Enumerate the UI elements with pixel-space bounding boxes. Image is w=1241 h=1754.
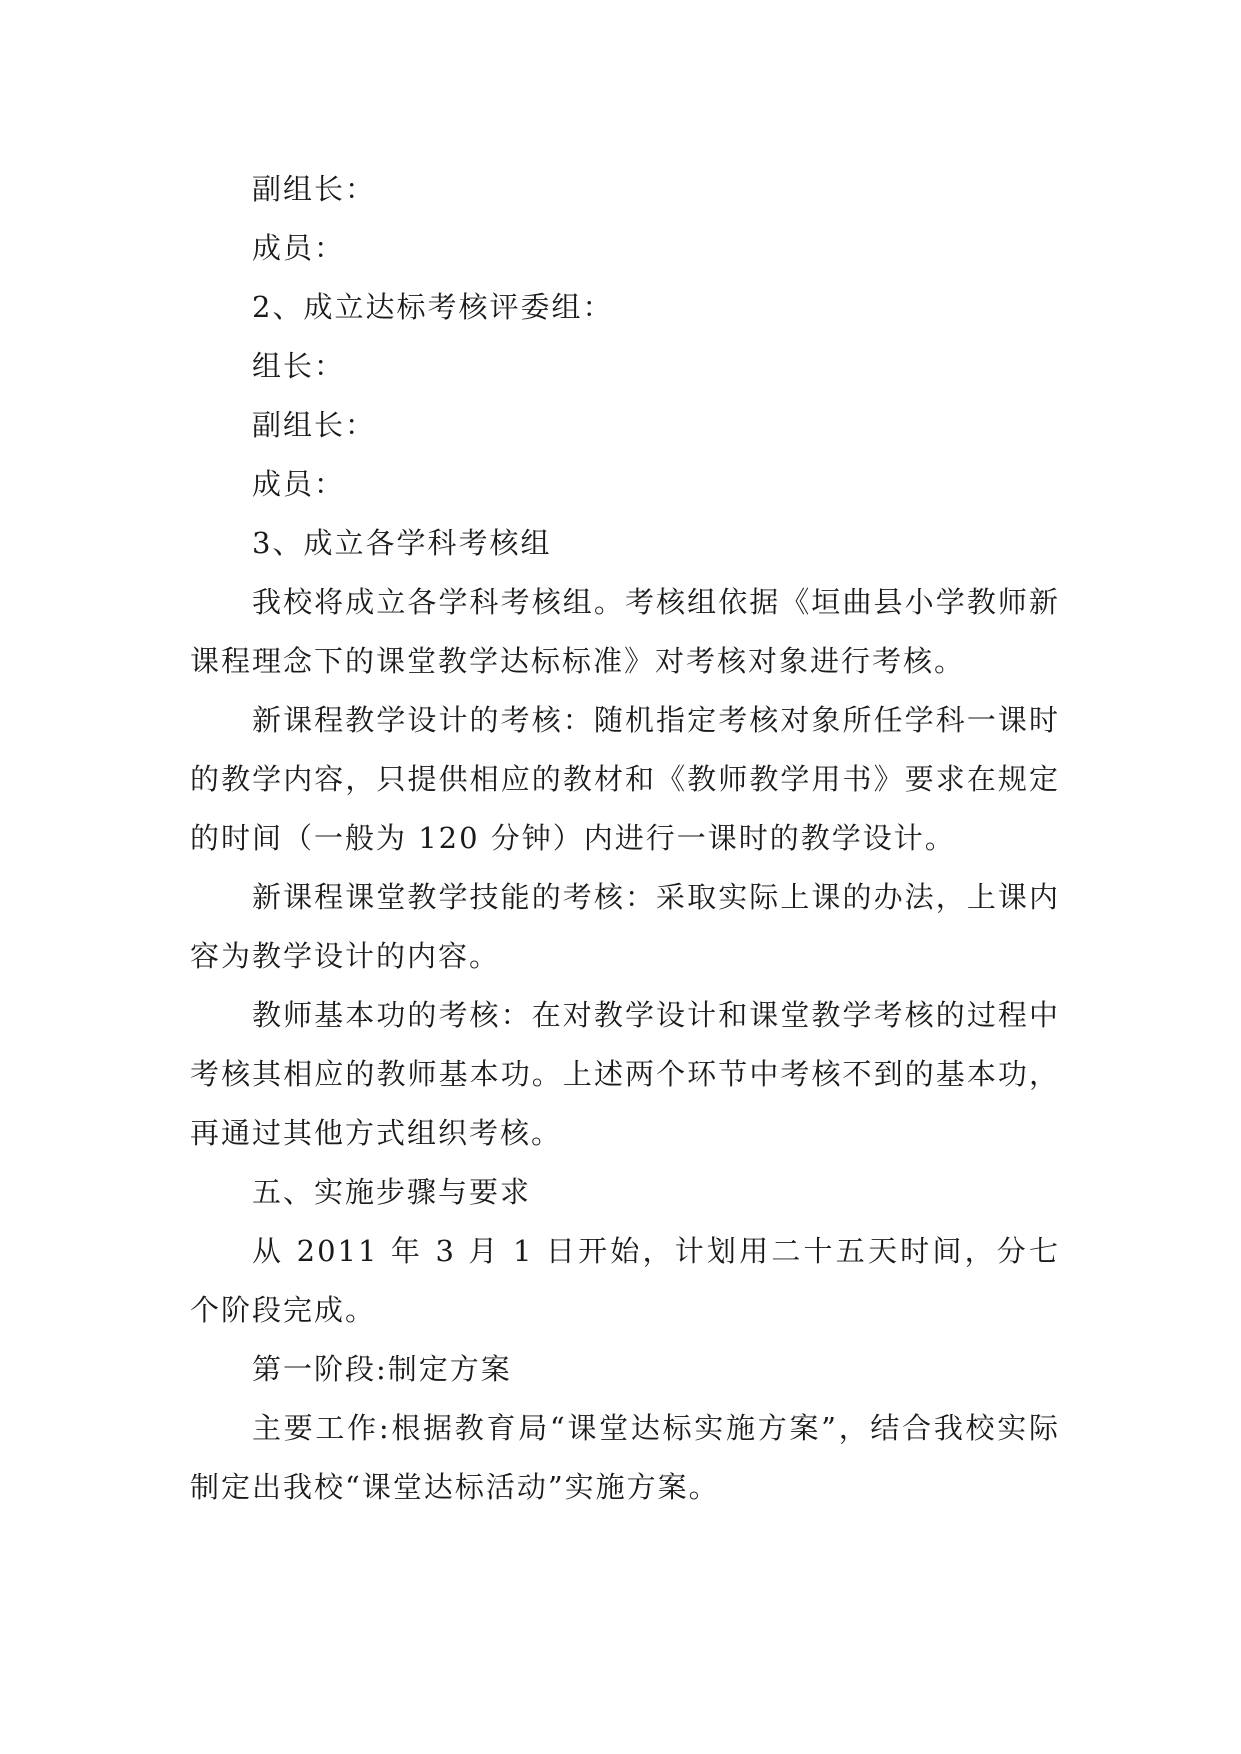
paragraph-members-2: 成员： bbox=[252, 467, 346, 501]
document-body bbox=[190, 160, 1060, 1517]
paragraph-leader: 组长： bbox=[252, 349, 346, 383]
paragraph-design-assessment: 新课程教学设计的考核：随机指定考核对象所任学科一课时的教学内容，只提供相应的教材和《教师教学用书》要求在规定的时间（一般为 120 分钟）内进行一课时的教学设计。 bbox=[190, 703, 1060, 855]
paragraph-stage-1-heading: 第一阶段:制定方案 bbox=[252, 1352, 512, 1386]
paragraph-members-1: 成员： bbox=[252, 231, 346, 265]
paragraph-schedule: 从 2011 年 3 月 1 日开始，计划用二十五天时间，分七个阶段完成。 bbox=[190, 1234, 1060, 1327]
paragraph-section-5-heading: 五、实施步骤与要求 bbox=[252, 1175, 532, 1209]
paragraph-deputy-leader-2: 副组长： bbox=[252, 408, 377, 442]
paragraph-deputy-leader-1: 副组长： bbox=[252, 172, 377, 206]
paragraph-section-2-heading: 2、成立达标考核评委组： bbox=[252, 290, 614, 324]
paragraph-subject-groups: 我校将成立各学科考核组。考核组依据《垣曲县小学教师新课程理念下的课堂教学达标标准》对考核对象进行考核。 bbox=[190, 585, 1060, 678]
paragraph-teaching-skills: 新课程课堂教学技能的考核：采取实际上课的办法，上课内容为教学设计的内容。 bbox=[190, 880, 1060, 973]
paragraph-stage-1-work: 主要工作:根据教育局“课堂达标实施方案”，结合我校实际制定出我校“课堂达标活动”实施方案。 bbox=[190, 1411, 1060, 1504]
paragraph-basic-skills: 教师基本功的考核：在对教学设计和课堂教学考核的过程中考核其相应的教师基本功。上述两个环节中考核不到的基本功，再通过其他方式组织考核。 bbox=[190, 998, 1060, 1150]
paragraph-section-3-heading: 3、成立各学科考核组 bbox=[252, 526, 552, 560]
